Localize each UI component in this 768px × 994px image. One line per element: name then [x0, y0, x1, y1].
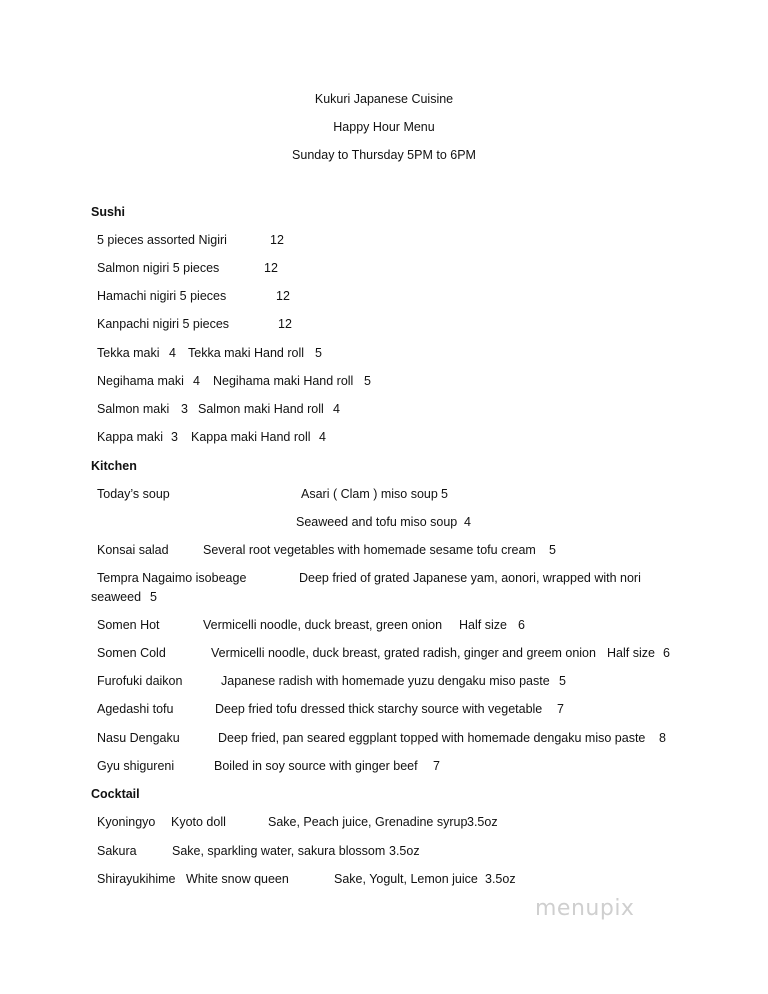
menu-item-description: Deep fried, pan seared eggplant topped with homemade dengaku miso paste [218, 731, 646, 745]
menu-item-price: 6 [518, 618, 525, 632]
menu-item-price: 7 [557, 702, 564, 716]
menu-item-description: Deep fried tofu dressed thick starchy source with vegetable [215, 702, 543, 716]
menu-item-price: 5 [559, 674, 566, 688]
menu-item-size: 3.5oz [485, 872, 516, 886]
menu-item-description: Boiled in soy source with ginger beef [214, 759, 418, 773]
menu-item-name: Sakura [97, 844, 137, 858]
menu-item-description: Vermicelli noodle, duck breast, grated radish, ginger and greem onion [211, 646, 596, 660]
menu-item-name: Today’s soup [97, 487, 170, 501]
menu-item-price: 12 [270, 233, 284, 247]
menu-item-name-secondary: Salmon maki Hand roll [198, 402, 324, 416]
menu-item-alias: White snow queen [186, 872, 289, 886]
menu-item-name: Negihama maki [97, 374, 184, 388]
menu-item-name: Shirayukihime [97, 872, 176, 886]
menu-item-price: 12 [276, 289, 290, 303]
menu-item-name: Agedashi tofu [97, 702, 174, 716]
section-heading-kitchen: Kitchen [91, 459, 137, 473]
menu-item-description: Japanese radish with homemade yuzu dengaku miso paste [221, 674, 550, 688]
menu-item-name: Tekka maki [97, 346, 160, 360]
menu-item-name: 5 pieces assorted Nigiri [97, 233, 227, 247]
menu-item-price: 12 [264, 261, 278, 275]
menu-item-name: Somen Hot [97, 618, 160, 632]
menu-item-price-secondary: 4 [319, 430, 326, 444]
menu-item-description: Vermicelli noodle, duck breast, green onion [203, 618, 443, 632]
menu-item-price: 4 [464, 515, 471, 529]
menu-title: Happy Hour Menu [333, 120, 435, 134]
menu-item-price: 3 [171, 430, 178, 444]
menu-item-price: 8 [659, 731, 666, 745]
menu-item-name: Konsai salad [97, 543, 169, 557]
soup-option: Seaweed and tofu miso soup [296, 515, 458, 529]
menu-item-name-secondary: Negihama maki Hand roll [213, 374, 354, 388]
menu-item-name: Furofuki daikon [97, 674, 183, 688]
menu-item-name-secondary: Kappa maki Hand roll [191, 430, 311, 444]
menu-item-description: Sake, Peach juice, Grenadine syrup [268, 815, 468, 829]
menu-item-name: Salmon maki [97, 402, 170, 416]
menu-item-price-secondary: 4 [333, 402, 340, 416]
happy-hour-times: Sunday to Thursday 5PM to 6PM [292, 148, 476, 162]
menu-item-price: 3 [181, 402, 188, 416]
menu-item-name: Kappa maki [97, 430, 164, 444]
menu-item-price: 7 [433, 759, 440, 773]
menu-item-alias: Kyoto doll [171, 815, 226, 829]
menu-item-description: Several root vegetables with homemade sesame tofu cream [203, 543, 536, 557]
menu-item-price: 5 [150, 590, 157, 604]
menu-item-size: Half size [459, 618, 507, 632]
menu-item-size: 3.5oz [467, 815, 498, 829]
menu-item-price: 5 [441, 487, 448, 501]
menupix-watermark: menupix [535, 896, 635, 921]
menu-item-price-secondary: 5 [315, 346, 322, 360]
menu-item-size: Half size [607, 646, 655, 660]
menu-item-name: Gyu shigureni [97, 759, 175, 773]
menu-item-price: 4 [169, 346, 176, 360]
menu-item-price: 6 [663, 646, 670, 660]
menu-item-size: 3.5oz [389, 844, 420, 858]
menu-item-name: Salmon nigiri 5 pieces [97, 261, 220, 275]
menu-item-description: Deep fried of grated Japanese yam, aonori, wrapped with nori [299, 571, 641, 585]
restaurant-name: Kukuri Japanese Cuisine [314, 92, 454, 106]
menu-item-price: 4 [193, 374, 200, 388]
menu-item-name: Tempra Nagaimo isobeage [97, 571, 247, 585]
menu-item-name-secondary: Tekka maki Hand roll [188, 346, 305, 360]
menu-item-name: Somen Cold [97, 646, 166, 660]
menu-item-description: Sake, Yogult, Lemon juice [334, 872, 478, 886]
menu-item-price: 12 [278, 317, 292, 331]
menu-item-description: Sake, sparkling water, sakura blossom [172, 844, 386, 858]
menu-item-name: Kanpachi nigiri 5 pieces [97, 317, 230, 331]
menu-item-name: Kyoningyo [97, 815, 156, 829]
menu-item-price: 5 [549, 543, 556, 557]
soup-option: Asari ( Clam ) miso soup [301, 487, 438, 501]
menu-item-price-secondary: 5 [364, 374, 371, 388]
menu-item-description-cont: seaweed [91, 590, 142, 604]
section-heading-sushi: Sushi [91, 205, 126, 219]
menu-item-name: Nasu Dengaku [97, 731, 180, 745]
section-heading-cocktail: Cocktail [91, 787, 140, 801]
menu-item-name: Hamachi nigiri 5 pieces [97, 289, 227, 303]
